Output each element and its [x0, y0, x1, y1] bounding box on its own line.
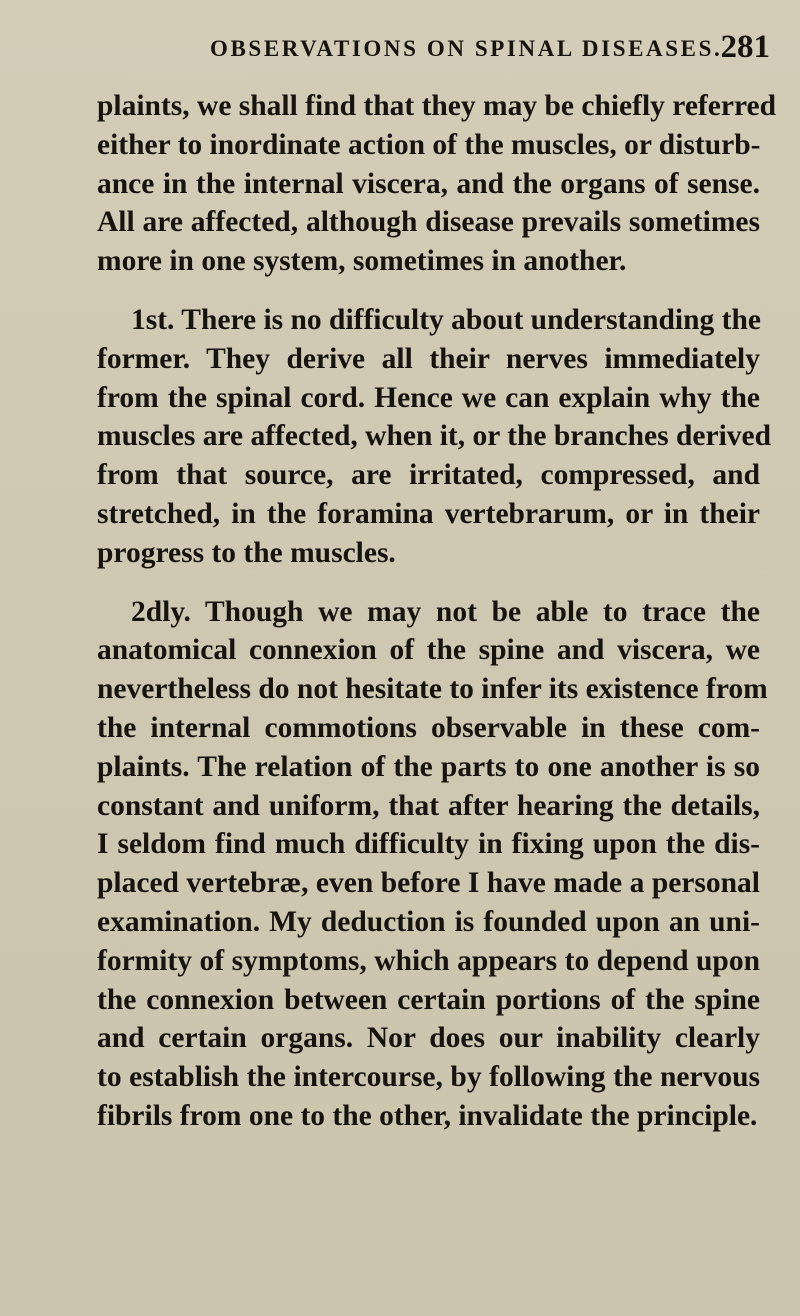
text-line: from that source, are irritated, compressed, and: [97, 459, 760, 492]
text-line: formity of symptoms, which appears to depend upon: [97, 944, 760, 977]
text-line: more in one system, sometimes in another.: [97, 245, 627, 278]
text-line: examination. My deduction is founded upon an uni-: [97, 905, 760, 938]
page-number: 281: [720, 29, 770, 65]
body-text: [97, 87, 777, 1136]
paragraph-gap: [97, 573, 760, 593]
text-line: former. They derive all their nerves immediately: [97, 342, 760, 375]
running-title: OBSERVATIONS ON SPINAL DISEASES.: [210, 36, 723, 61]
text-line: plaints. The relation of the parts to one another is so: [97, 750, 760, 783]
text-line: either to inordinate action of the muscles, or disturb-: [97, 128, 761, 161]
text-line: from the spinal cord. Hence we can explain why the: [97, 381, 760, 414]
text-line: plaints, we shall find that they may be chiefly referred: [97, 90, 777, 122]
text-line: 1st. There is no difficulty about understanding the: [131, 303, 761, 336]
running-header: [210, 28, 770, 68]
text-line: ance in the internal viscera, and the organs of sense.: [97, 167, 760, 200]
text-line: placed vertebræ, even before I have made a personal: [97, 867, 760, 900]
paragraph-3: [97, 593, 768, 1136]
text-line: 2dly. Though we may not be able to trace the: [131, 595, 760, 628]
text-line: All are affected, although disease prevails sometimes: [97, 206, 760, 239]
text-line: muscles are affected, when it, or the branches derived: [97, 420, 772, 453]
paragraph-1: [97, 87, 777, 281]
text-line: nevertheless do not hesitate to infer its existence from: [97, 673, 768, 706]
text-line: the connexion between certain portions of the spine: [97, 983, 760, 1016]
text-line: anatomical connexion of the spine and viscera, we: [97, 634, 760, 667]
paragraph-gap: [97, 281, 760, 301]
paragraph-2: [97, 301, 772, 573]
text-line: to establish the intercourse, by following the nervous: [97, 1061, 760, 1094]
text-line: the internal commotions observable in these com-: [97, 711, 760, 744]
text-line: I seldom find much difficulty in fixing upon the dis-: [97, 828, 760, 861]
text-line: progress to the muscles.: [97, 536, 396, 569]
text-line: constant and uniform, that after hearing the details,: [97, 789, 760, 822]
text-line: stretched, in the foramina vertebrarum, or in their: [97, 497, 760, 530]
text-line: and certain organs. Nor does our inability clearly: [97, 1022, 760, 1055]
text-line: fibrils from one to the other, invalidate the principle.: [97, 1099, 758, 1132]
